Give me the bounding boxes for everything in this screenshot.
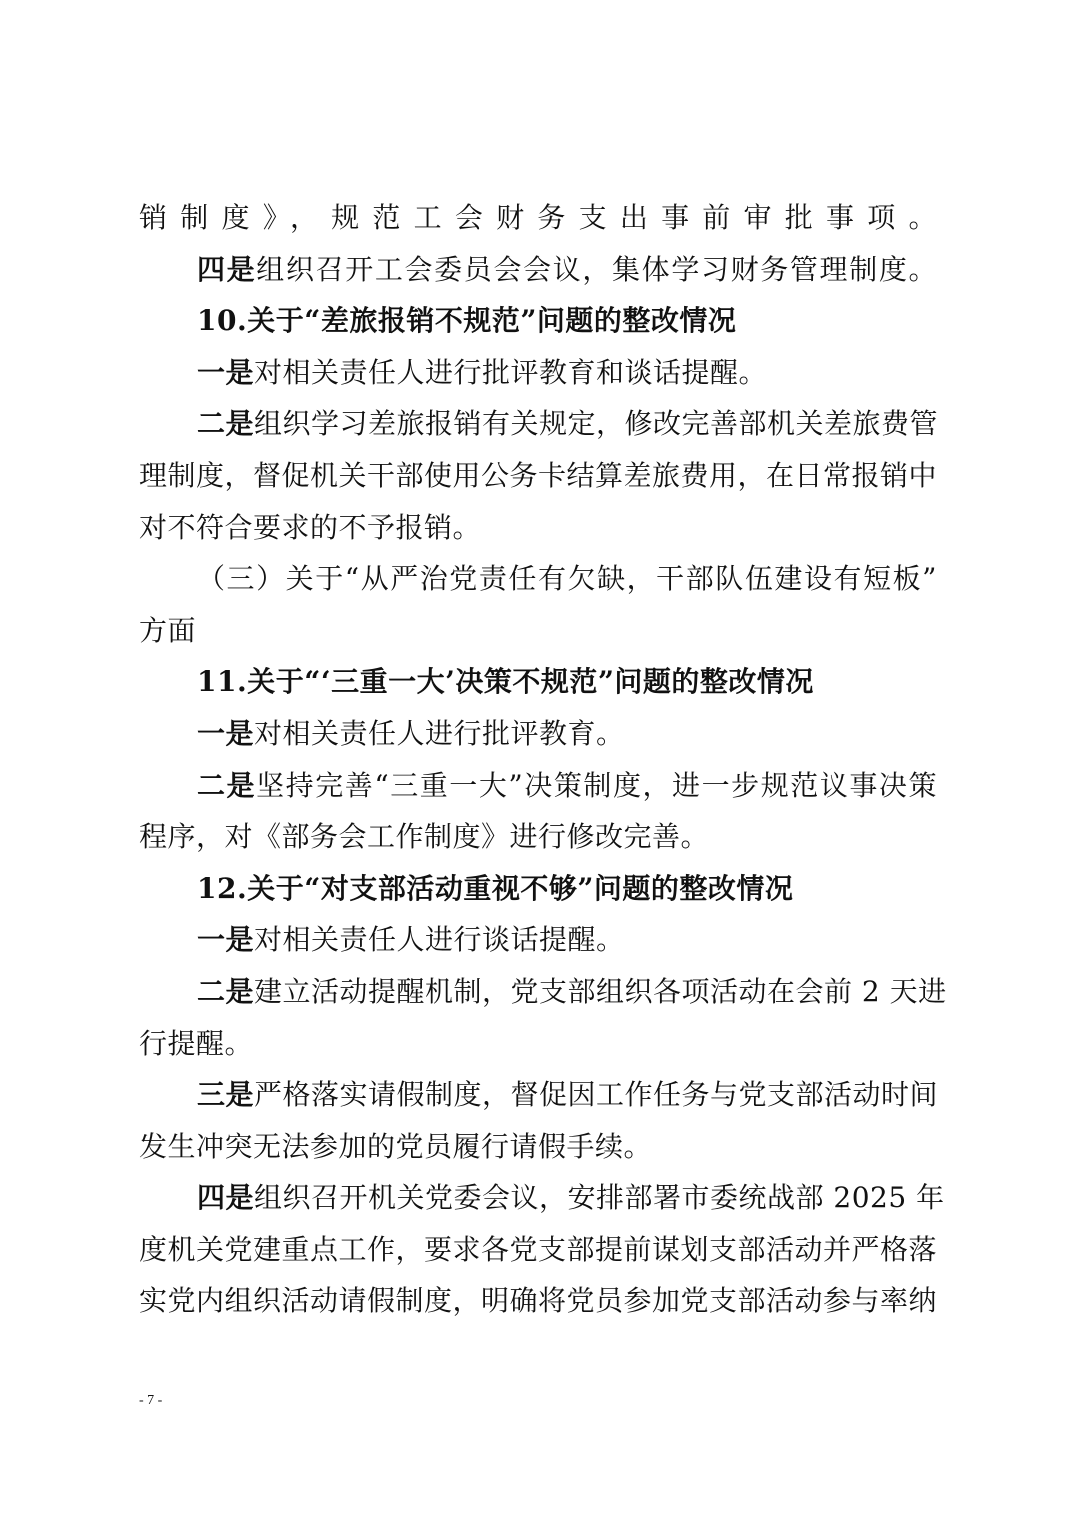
paragraph-line: 一是对相关责任人进行谈话提醒。 (197, 923, 625, 957)
paragraph-line: 实党内组织活动请假制度，明确将党员参加党支部活动参与率纳 (139, 1284, 938, 1318)
paragraph-line: 一是对相关责任人进行批评教育。 (197, 716, 625, 750)
body-text (139, 192, 947, 1327)
paragraph-line: 对不符合要求的不予报销。 (139, 510, 482, 544)
paragraph-line: 发生冲突无法参加的党员履行请假手续。 (139, 1129, 653, 1163)
section-heading: 10.关于“差旅报销不规范”问题的整改情况 (197, 304, 737, 338)
section-subheading: 方面 (139, 613, 197, 647)
paragraph-line: 二是组织学习差旅报销有关规定，修改完善部机关差旅费管 (197, 407, 939, 441)
paragraph-line: 程序，对《部务会工作制度》进行修改完善。 (139, 820, 710, 854)
section-heading: 11.关于“‘三重一大’决策不规范”问题的整改情况 (197, 665, 814, 699)
paragraph-line: 销制度》，规范工会财务支出事前审批事项。 (139, 201, 937, 234)
paragraph-line: 理制度，督促机关干部使用公务卡结算差旅费用，在日常报销中 (139, 458, 938, 492)
section-heading: 12.关于“对支部活动重视不够”问题的整改情况 (197, 871, 794, 905)
page-number: - 7 - (139, 1393, 163, 1408)
paragraph-line: 度机关党建重点工作，要求各党支部提前谋划支部活动并严格落 (139, 1232, 938, 1266)
paragraph-line: 四是组织召开机关党委会议，安排部署市委统战部 2025 年 (197, 1181, 945, 1215)
section-subheading: （三）关于“从严治党责任有欠缺，干部队伍建设有短板” (197, 562, 937, 596)
paragraph-line: 二是坚持完善“三重一大”决策制度，进一步规范议事决策 (197, 768, 937, 802)
paragraph-line: 二是建立活动提醒机制，党支部组织各项活动在会前 2 天进 (197, 974, 947, 1008)
paragraph-line: 行提醒。 (139, 1026, 254, 1060)
paragraph-line: 四是组织召开工会委员会会议，集体学习财务管理制度。 (197, 252, 937, 286)
paragraph-line: 一是对相关责任人进行批评教育和谈话提醒。 (197, 355, 768, 389)
paragraph-line: 三是严格落实请假制度，督促因工作任务与党支部活动时间 (197, 1078, 939, 1112)
